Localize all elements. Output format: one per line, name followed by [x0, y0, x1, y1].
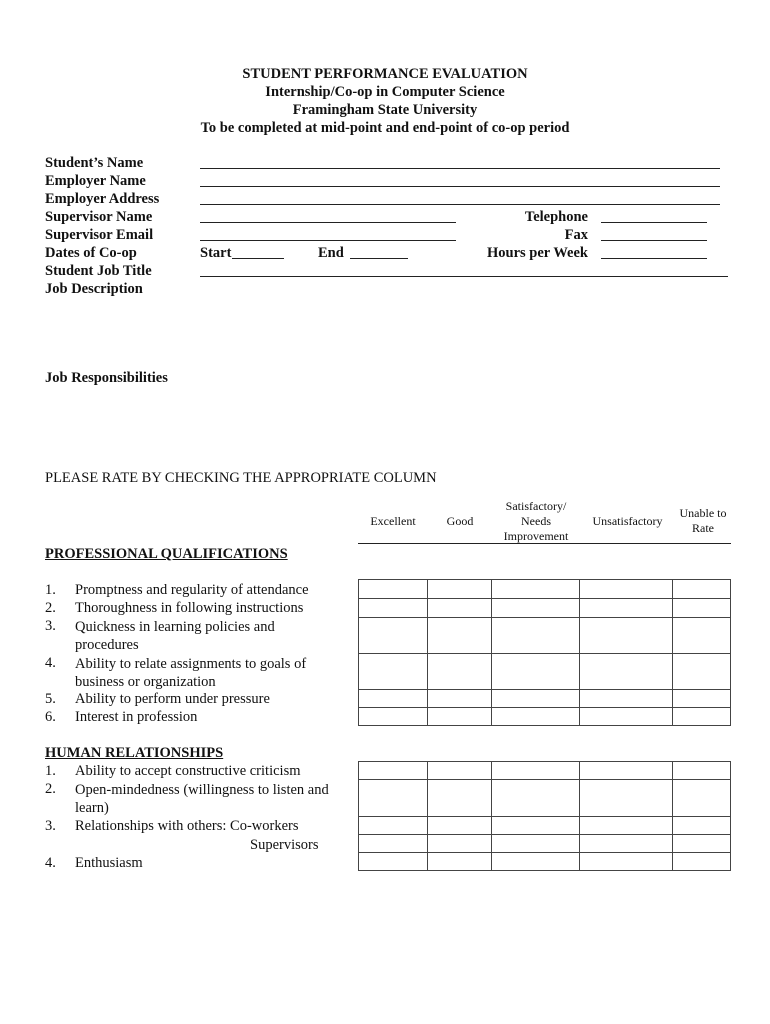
- professional-item-text: Ability to perform under pressure: [75, 691, 270, 707]
- rating-cell[interactable]: [359, 690, 428, 708]
- start-field[interactable]: [232, 258, 284, 259]
- supervisor-email-field[interactable]: [200, 240, 456, 241]
- human-item-text: Open-mindedness (willingness to listen and learn): [75, 782, 329, 816]
- rating-cell[interactable]: [580, 762, 673, 780]
- job-title-label: Student Job Title: [45, 263, 152, 279]
- rating-cell[interactable]: [491, 654, 580, 690]
- item-number: 1.: [45, 763, 56, 779]
- rating-cell[interactable]: [580, 853, 673, 871]
- rating-cell[interactable]: [427, 708, 491, 726]
- rating-cell[interactable]: [491, 780, 580, 817]
- rating-cell[interactable]: [673, 654, 731, 690]
- rating-cell[interactable]: [580, 654, 673, 690]
- rating-cell[interactable]: [673, 690, 731, 708]
- employer-name-label: Employer Name: [45, 173, 146, 189]
- column-unable-to-rate: Unable to Rate: [679, 506, 727, 535]
- rating-cell[interactable]: [359, 762, 428, 780]
- rating-row: [359, 817, 731, 835]
- human-rating-grid: [358, 761, 731, 871]
- telephone-label: Telephone: [524, 209, 588, 225]
- item-number: 3.: [45, 618, 56, 634]
- supervisor-name-field[interactable]: [200, 222, 456, 223]
- rating-cell[interactable]: [580, 780, 673, 817]
- rating-cell[interactable]: [491, 817, 580, 835]
- job-description-label: Job Description: [45, 281, 143, 297]
- column-unsatisfactory: Unsatisfactory: [592, 514, 663, 528]
- rating-cell[interactable]: [359, 599, 428, 618]
- program-name: Internship/Co-op in Computer Science: [265, 84, 505, 100]
- professional-item-text: Interest in profession: [75, 709, 198, 725]
- rating-cell[interactable]: [491, 580, 580, 599]
- rating-row: [359, 853, 731, 871]
- supervisor-email-label: Supervisor Email: [45, 227, 154, 243]
- rating-cell[interactable]: [427, 618, 491, 654]
- rating-row: [359, 654, 731, 690]
- form-title: STUDENT PERFORMANCE EVALUATION: [242, 66, 528, 82]
- fax-field[interactable]: [601, 240, 707, 241]
- rating-cell[interactable]: [580, 599, 673, 618]
- rating-instruction: PLEASE RATE BY CHECKING THE APPROPRIATE COLUMN: [45, 470, 437, 486]
- rating-cell[interactable]: [427, 835, 491, 853]
- rating-cell[interactable]: [427, 690, 491, 708]
- column-excellent: Excellent: [370, 514, 416, 528]
- item-number: 5.: [45, 691, 56, 707]
- column-good: Good: [446, 514, 474, 528]
- item-number: 6.: [45, 709, 56, 725]
- hours-label: Hours per Week: [487, 245, 588, 261]
- human-heading: HUMAN RELATIONSHIPS: [45, 745, 224, 761]
- human-item-text: Supervisors: [250, 837, 319, 853]
- item-number: 3.: [45, 818, 56, 834]
- rating-cell[interactable]: [673, 762, 731, 780]
- professional-item-text: Quickness in learning policies and procedures: [75, 619, 275, 653]
- rating-cell[interactable]: [359, 817, 428, 835]
- fax-label: Fax: [564, 227, 588, 243]
- human-item-text: Ability to accept constructive criticism: [75, 763, 301, 779]
- rating-row: [359, 580, 731, 599]
- rating-cell[interactable]: [673, 618, 731, 654]
- rating-cell[interactable]: [580, 835, 673, 853]
- student-name-field[interactable]: [200, 168, 720, 169]
- rating-cell[interactable]: [491, 618, 580, 654]
- rating-cell[interactable]: [673, 708, 731, 726]
- column-header-rule: [358, 543, 731, 544]
- completion-instructions: To be completed at mid-point and end-point of co-op period: [200, 120, 570, 136]
- rating-cell[interactable]: [491, 835, 580, 853]
- telephone-field[interactable]: [601, 222, 707, 223]
- item-number: 1.: [45, 582, 56, 598]
- job-responsibilities-label: Job Responsibilities: [45, 370, 168, 386]
- rating-cell[interactable]: [491, 599, 580, 618]
- rating-row: [359, 835, 731, 853]
- student-name-label: Student’s Name: [45, 155, 144, 171]
- end-label: End: [318, 245, 344, 261]
- end-field[interactable]: [350, 258, 408, 259]
- start-label: Start: [200, 245, 232, 261]
- item-number: 4.: [45, 855, 56, 871]
- professional-rating-grid: [358, 579, 731, 726]
- employer-name-field[interactable]: [200, 186, 720, 187]
- rating-cell[interactable]: [427, 580, 491, 599]
- rating-cell[interactable]: [359, 835, 428, 853]
- rating-cell[interactable]: [580, 708, 673, 726]
- rating-cell[interactable]: [491, 690, 580, 708]
- rating-row: [359, 618, 731, 654]
- rating-cell[interactable]: [673, 835, 731, 853]
- rating-cell[interactable]: [491, 762, 580, 780]
- rating-cell[interactable]: [580, 690, 673, 708]
- rating-cell[interactable]: [359, 780, 428, 817]
- rating-cell[interactable]: [359, 618, 428, 654]
- rating-cell[interactable]: [673, 853, 731, 871]
- rating-cell[interactable]: [580, 580, 673, 599]
- rating-row: [359, 690, 731, 708]
- human-item-text: Relationships with others: Co-workers: [75, 818, 299, 834]
- professional-item-text: Promptness and regularity of attendance: [75, 582, 309, 598]
- rating-cell[interactable]: [427, 762, 491, 780]
- rating-cell[interactable]: [673, 780, 731, 817]
- rating-cell[interactable]: [673, 599, 731, 618]
- rating-cell[interactable]: [673, 580, 731, 599]
- employer-address-field[interactable]: [200, 204, 720, 205]
- university-name: Framingham State University: [292, 102, 478, 118]
- rating-row: [359, 599, 731, 618]
- rating-cell[interactable]: [427, 780, 491, 817]
- rating-cell[interactable]: [427, 853, 491, 871]
- column-satisfactory: Satisfactory/ Needs Improvement: [503, 499, 569, 543]
- rating-cell[interactable]: [427, 654, 491, 690]
- rating-cell[interactable]: [359, 708, 428, 726]
- item-number: 2.: [45, 600, 56, 616]
- rating-cell[interactable]: [673, 817, 731, 835]
- rating-row: [359, 708, 731, 726]
- job-title-field[interactable]: [200, 276, 728, 277]
- employer-address-label: Employer Address: [45, 191, 160, 207]
- rating-cell[interactable]: [359, 580, 428, 599]
- rating-row: [359, 762, 731, 780]
- item-number: 2.: [45, 781, 56, 797]
- rating-cell[interactable]: [491, 708, 580, 726]
- supervisor-name-label: Supervisor Name: [45, 209, 153, 225]
- hours-field[interactable]: [601, 258, 707, 259]
- item-number: 4.: [45, 655, 56, 671]
- rating-cell[interactable]: [359, 654, 428, 690]
- rating-cell[interactable]: [427, 599, 491, 618]
- rating-row: [359, 780, 731, 817]
- professional-item-text: Thoroughness in following instructions: [75, 600, 304, 616]
- rating-cell[interactable]: [491, 853, 580, 871]
- rating-cell[interactable]: [359, 853, 428, 871]
- professional-heading: PROFESSIONAL QUALIFICATIONS: [45, 546, 288, 562]
- dates-label: Dates of Co-op: [45, 245, 137, 261]
- rating-cell[interactable]: [580, 817, 673, 835]
- rating-cell[interactable]: [580, 618, 673, 654]
- professional-item-text: Ability to relate assignments to goals of business or organization: [75, 656, 307, 690]
- human-item-text: Enthusiasm: [75, 855, 143, 871]
- rating-cell[interactable]: [427, 817, 491, 835]
